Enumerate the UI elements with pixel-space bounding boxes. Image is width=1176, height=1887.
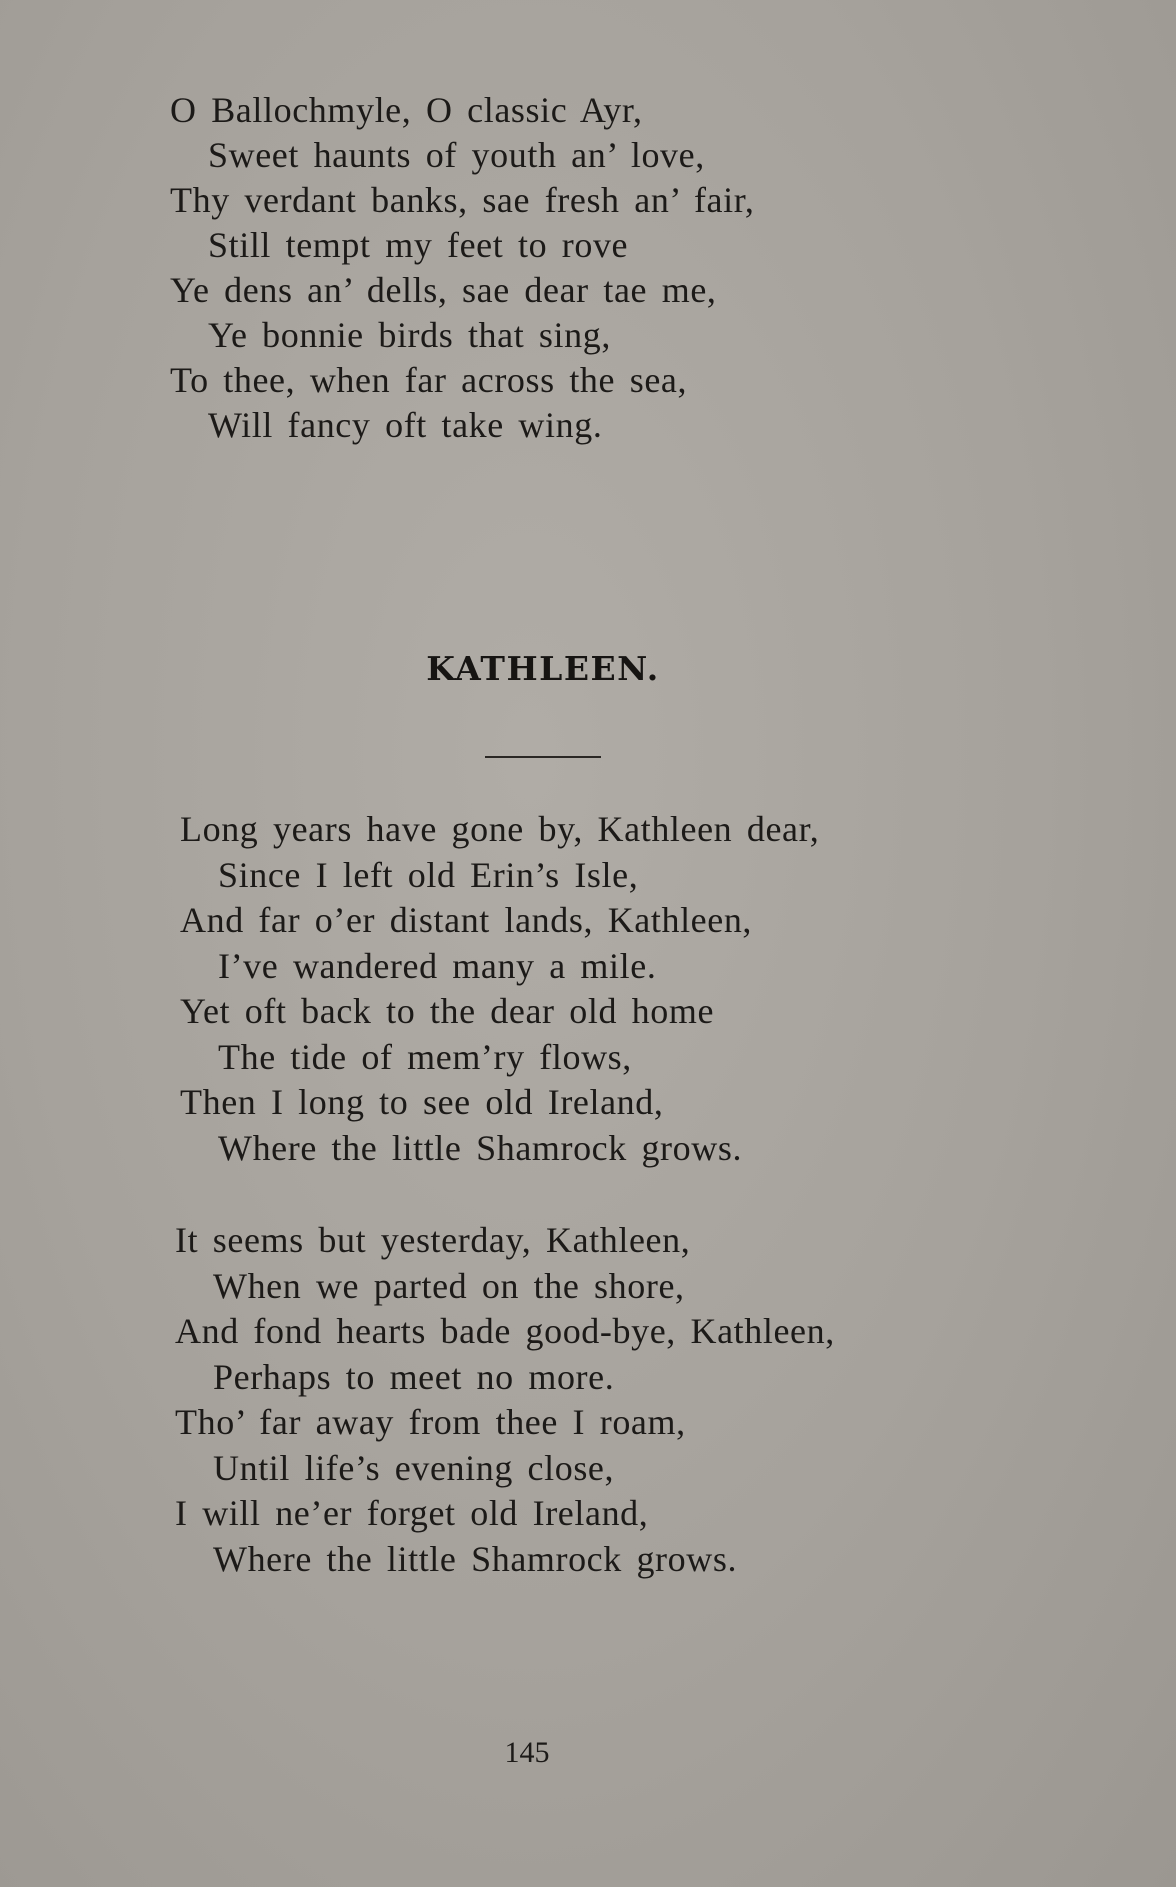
verse-line: I will ne’er forget old Ireland,: [175, 1493, 649, 1533]
verse-line: O Ballochmyle, O classic Ayr,: [170, 90, 643, 130]
verse-line: It seems but yesterday, Kathleen,: [175, 1220, 691, 1260]
verse-line: Where the little Shamrock grows.: [218, 1127, 743, 1168]
verse-line: Where the little Shamrock grows.: [213, 1538, 738, 1579]
verse-line: And far o’er distant lands, Kathleen,: [180, 900, 753, 940]
verse-line: When we parted on the shore,: [213, 1265, 685, 1306]
verse-line: Until life’s evening close,: [213, 1447, 615, 1488]
kathleen-stanza-2: [175, 1218, 835, 1582]
verse-line: Still tempt my feet to rove: [208, 225, 629, 265]
verse-line: Long years have gone by, Kathleen dear,: [180, 809, 820, 849]
verse-line: Then I long to see old Ireland,: [180, 1082, 664, 1122]
ayr-stanza: [170, 88, 754, 448]
kathleen-stanza-1: [180, 807, 819, 1171]
verse-line: Yet oft back to the dear old home: [180, 991, 715, 1031]
verse-line: Ye bonnie birds that sing,: [208, 315, 611, 355]
verse-line: Perhaps to meet no more.: [213, 1356, 615, 1397]
verse-line: I’ve wandered many a mile.: [218, 945, 657, 986]
verse-line: Will fancy oft take wing.: [208, 405, 603, 445]
verse-line: Tho’ far away from thee I roam,: [175, 1402, 686, 1442]
verse-line: Ye dens an’ dells, sae dear tae me,: [170, 270, 717, 310]
page-number: 145: [504, 1736, 550, 1769]
verse-line: Sweet haunts of youth an’ love,: [208, 135, 705, 175]
verse-line: The tide of mem’ry flows,: [218, 1036, 632, 1077]
verse-line: To thee, when far across the sea,: [170, 360, 688, 400]
verse-line: And fond hearts bade good-bye, Kathleen,: [175, 1311, 835, 1351]
verse-line: Thy verdant banks, sae fresh an’ fair,: [170, 180, 755, 220]
title-divider: [485, 756, 601, 758]
poem-title: KATHLEEN.: [426, 649, 660, 688]
verse-line: Since I left old Erin’s Isle,: [218, 854, 639, 895]
